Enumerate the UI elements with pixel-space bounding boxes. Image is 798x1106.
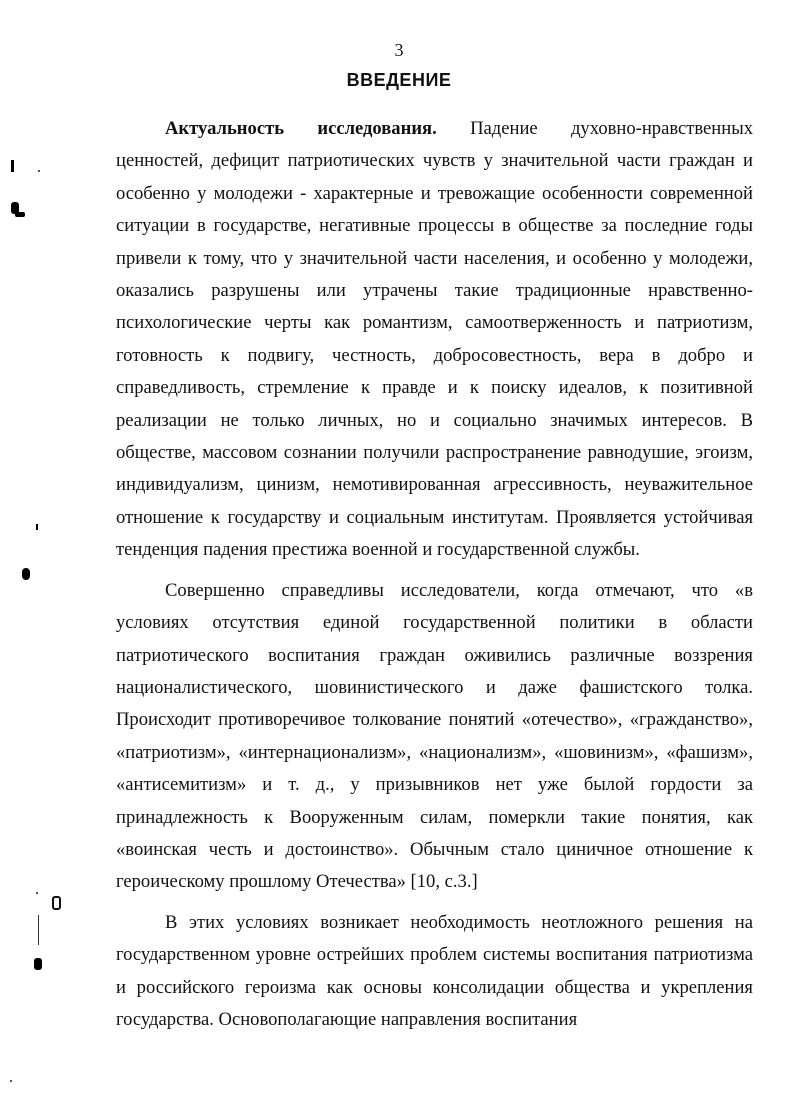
paragraph-relevance: [116, 113, 753, 567]
paragraph-lead: Актуальность исследования.: [165, 118, 437, 139]
paragraph-quote: Совершенно справедливы исследователи, когда отмечают, что «в условиях отсутствия единой государственной политики в области патриотического воспитания граждан оживились различные воззрения националистического, шовинистического и даже фашистского толка. Происходит противоречивое толкование понятий «отечество», «гражданство», «патриотизм», «интернационализм», «национализм», «шовинизм», «фашизм», «антисемитизм» и т. д., у призывников нет уже былой гордости за принадлежность к Вооруженным силам, померкли такие понятия, как «воинская честь и достоинство». Обычным стало циничное отношение к героическому прошлому Отечества» [10, с.3.]: [116, 579, 753, 893]
paragraph-text: Падение духовно-нравственных ценностей, дефицит патриотических чувств у значительной части граждан и особенно у молодежи - характерные и тревожащие особенности современной ситуации в государстве, негативные процессы в обществе за последние годы привели к тому, что у значительной части населения, и особенно у молодежи, оказались разрушены или утрачены такие традиционные нравственно-психологические черты как романтизм, самоотверженность и патриотизм, готовность к подвигу, честность, добросовестность, вера в добро и справедливость, стремление к правде и к поиску идеалов, к позитивной реализации не только личных, но и социально значимых интересов. В обществе, массовом сознании получили распространение равнодушие, эгоизм, индивидуализм, цинизм, немотивированная агрессивность, неуважительное отношение к государству и социальным институтам. Проявляется устойчивая тенденция падения престижа военной и государственной службы.: [116, 118, 753, 561]
document-body: [116, 113, 753, 1036]
page-title: ВВЕДЕНИЕ: [346, 70, 452, 90]
page-number: 3: [394, 40, 404, 60]
paragraph-conditions: В этих условиях возникает необходимость неотложного решения на государственном уровне острейших проблем системы воспитания патриотизма и российского героизма как основы консолидации общества и укрепления государства. Основополагающие направления воспитания: [116, 911, 753, 1030]
